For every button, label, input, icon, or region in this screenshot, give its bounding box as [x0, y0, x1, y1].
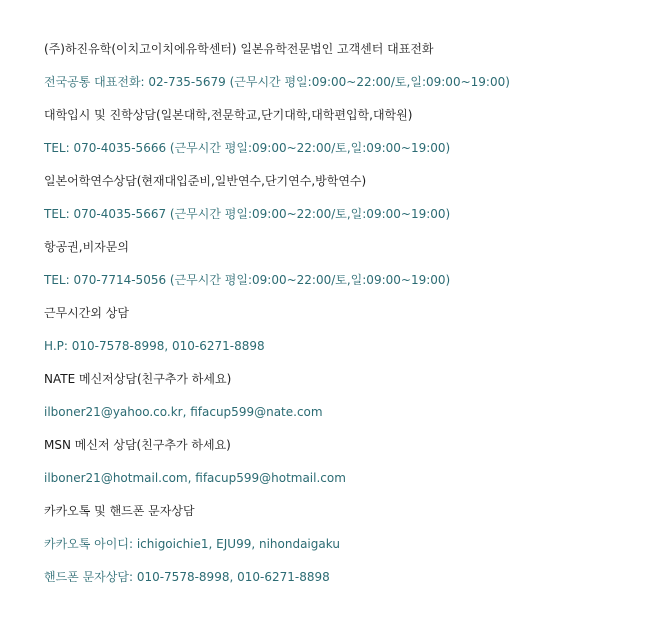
- flight-visa-phone: TEL: 070-7714-5056 (근무시간 평일:09:00~22:00/토,일:09:00~19:00): [44, 273, 451, 287]
- msn-messenger-ids: ilboner21@hotmail.com, fifacup599@hotmail.com: [44, 471, 346, 485]
- kakao-ids: 카카오톡 아이디: ichigoichie1, EJU99, nihondaigaku: [44, 537, 340, 551]
- nate-messenger-ids: ilboner21@yahoo.co.kr, fifacup599@nate.com: [44, 405, 323, 419]
- kakao-sms-heading: 카카오톡 및 핸드폰 문자상담: [44, 504, 195, 518]
- language-study-heading: 일본어학연수상담(현재대입준비,일반연수,단기연수,방학연수): [44, 174, 367, 188]
- flight-visa-heading: 항공권,비자문의: [44, 240, 129, 254]
- after-hours-phone: H.P: 010-7578-8998, 010-6271-8898: [44, 339, 265, 353]
- after-hours-heading: 근무시간외 상담: [44, 306, 129, 320]
- nate-messenger-heading: NATE 메신저상담(친구추가 하세요): [44, 372, 232, 386]
- admission-consult-heading: 대학입시 및 진학상담(일본대학,전문학교,단기대학,대학편입학,대학원): [44, 108, 413, 122]
- language-study-phone: TEL: 070-4035-5667 (근무시간 평일:09:00~22:00/토,일:09:00~19:00): [44, 207, 451, 221]
- main-title: (주)하진유학(이치고이치에유학센터) 일본유학전문법인 고객센터 대표전화: [44, 42, 434, 56]
- contact-info-list: [44, 38, 644, 599]
- sms-phones: 핸드폰 문자상담: 010-7578-8998, 010-6271-8898: [44, 570, 330, 584]
- admission-consult-phone: TEL: 070-4035-5666 (근무시간 평일:09:00~22:00/토,일:09:00~19:00): [44, 141, 451, 155]
- msn-messenger-heading: MSN 메신저 상담(친구추가 하세요): [44, 438, 231, 452]
- main-phone: 전국공통 대표전화: 02-735-5679 (근무시간 평일:09:00~22:00/토,일:09:00~19:00): [44, 75, 510, 89]
